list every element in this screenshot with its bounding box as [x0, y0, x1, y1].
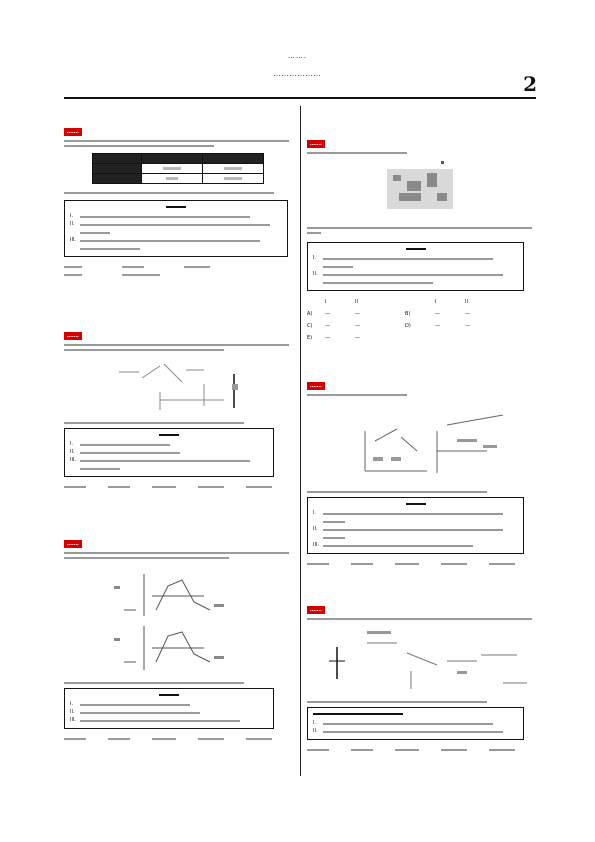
answer-option[interactable]	[122, 266, 144, 268]
answer-option[interactable]	[152, 738, 176, 740]
box-header	[70, 692, 268, 699]
page-number: 2	[523, 72, 537, 96]
box-header	[313, 711, 518, 718]
question-tag: …….	[64, 540, 82, 548]
table-cell	[142, 164, 203, 174]
answer-box	[64, 688, 274, 729]
box-header	[70, 204, 282, 211]
answer-box	[307, 707, 524, 740]
table-cell	[93, 174, 142, 184]
box-item	[313, 542, 518, 550]
roman-numeral: I.	[313, 255, 317, 261]
answer-option[interactable]	[441, 563, 467, 565]
answer-option[interactable]	[441, 749, 467, 751]
grid-col-head: II	[355, 299, 358, 305]
question-line	[64, 422, 244, 424]
answer-options	[307, 560, 535, 568]
text-line	[64, 557, 229, 559]
text-line	[307, 394, 407, 396]
question-tag: …….	[64, 128, 82, 136]
question-block	[307, 372, 535, 568]
question-line	[307, 491, 487, 493]
answer-option[interactable]	[307, 563, 329, 565]
text-line	[64, 552, 289, 554]
question-tag: …….	[307, 140, 325, 148]
box-item	[70, 465, 268, 473]
roman-numeral: I.	[70, 441, 74, 447]
box-item	[313, 728, 518, 736]
box-item	[313, 534, 518, 542]
answer-options	[64, 271, 292, 279]
question-block	[307, 596, 535, 754]
roman-numeral: III.	[313, 542, 320, 548]
table-cell	[142, 154, 203, 164]
figure-mark	[441, 161, 444, 164]
roman-numeral: II.	[313, 526, 318, 532]
grid-row[interactable]: E)	[307, 335, 313, 341]
answer-option[interactable]	[184, 266, 210, 268]
table-cell	[203, 154, 264, 164]
roman-numeral: II.	[70, 449, 75, 455]
answer-option[interactable]	[489, 749, 515, 751]
text-line	[307, 618, 532, 620]
answer-option[interactable]	[64, 274, 82, 276]
table-cell	[93, 154, 142, 164]
question-line	[307, 701, 487, 703]
answer-option[interactable]	[307, 749, 329, 751]
answer-option[interactable]	[246, 738, 272, 740]
box-item	[70, 441, 268, 449]
answer-option[interactable]	[122, 274, 160, 276]
answer-option[interactable]	[351, 749, 373, 751]
box-header	[70, 432, 268, 439]
box-item	[70, 213, 282, 221]
answer-box	[64, 200, 288, 257]
answer-option[interactable]	[198, 738, 224, 740]
figure-photo	[307, 159, 535, 217]
box-item	[70, 221, 282, 229]
roman-numeral: II.	[313, 271, 318, 277]
grid-row[interactable]: C)	[307, 323, 313, 329]
grid-row[interactable]: B)	[405, 311, 411, 317]
figure-diagram	[307, 401, 535, 485]
grid-col-head: I	[435, 299, 437, 305]
box-item	[70, 701, 268, 709]
question-block	[64, 118, 292, 279]
answer-options	[64, 263, 292, 271]
answer-option[interactable]	[198, 486, 224, 488]
box-header	[313, 501, 518, 508]
text-line	[64, 349, 224, 351]
answer-options	[307, 746, 535, 754]
question-block	[307, 130, 535, 341]
box-item	[70, 449, 268, 457]
box-header	[313, 246, 518, 253]
answer-option[interactable]	[351, 563, 373, 565]
answer-option[interactable]	[64, 486, 86, 488]
answer-option[interactable]	[64, 738, 86, 740]
figure-mark	[232, 384, 238, 390]
roman-numeral: III.	[70, 237, 77, 243]
figure-graph	[64, 566, 292, 676]
box-item	[313, 526, 518, 534]
grid-col-head: II	[465, 299, 468, 305]
answer-option[interactable]	[152, 486, 176, 488]
figure-graph	[307, 625, 535, 695]
box-item	[70, 709, 268, 717]
roman-numeral: I.	[313, 720, 317, 726]
roman-numeral: I.	[70, 213, 74, 219]
text-line	[307, 152, 407, 154]
figure-diagram	[64, 356, 292, 414]
question-line	[307, 227, 532, 229]
answer-box	[307, 497, 524, 554]
box-item	[70, 229, 282, 237]
question-tag: …….	[307, 382, 325, 390]
roman-numeral: I.	[70, 701, 74, 707]
roman-numeral: III.	[70, 457, 77, 463]
answer-option[interactable]	[395, 563, 419, 565]
box-item	[313, 263, 518, 271]
text-line	[64, 140, 289, 142]
box-item	[70, 237, 282, 245]
roman-numeral: I.	[313, 510, 317, 516]
answer-option[interactable]	[395, 749, 419, 751]
data-table	[92, 153, 264, 184]
question-tag: …….	[64, 332, 82, 340]
answer-grid: I II I II A) — — B) — — C) — — D) — — E) — —	[307, 299, 535, 341]
box-item	[70, 245, 282, 253]
answer-options	[64, 483, 292, 491]
grid-row[interactable]: D)	[405, 323, 411, 329]
column-divider	[300, 106, 301, 776]
table-cell	[203, 164, 264, 174]
roman-numeral: II.	[313, 728, 318, 734]
roman-numeral: III.	[70, 717, 77, 723]
answer-options	[64, 735, 292, 743]
answer-option[interactable]	[108, 486, 130, 488]
text-line	[64, 145, 214, 147]
header-line-2: ………………	[273, 70, 322, 78]
table-cell	[203, 174, 264, 184]
answer-box	[307, 242, 524, 291]
question-tag: …….	[307, 606, 325, 614]
answer-option[interactable]	[246, 486, 272, 488]
answer-option[interactable]	[489, 563, 515, 565]
header-rule	[64, 97, 536, 99]
box-item	[313, 518, 518, 526]
question-line	[64, 682, 244, 684]
box-item	[70, 457, 268, 465]
box-item	[313, 510, 518, 518]
box-item	[313, 279, 518, 287]
table-cell	[142, 174, 203, 184]
box-item	[313, 271, 518, 279]
text-line	[64, 344, 289, 346]
box-item	[70, 717, 268, 725]
answer-option[interactable]	[108, 738, 130, 740]
answer-option[interactable]	[64, 266, 82, 268]
grid-col-head: I	[325, 299, 327, 305]
grid-row[interactable]: A)	[307, 311, 313, 317]
question-block	[64, 530, 292, 743]
answer-box	[64, 428, 274, 477]
header-line-1: …….	[287, 52, 308, 60]
box-item	[313, 720, 518, 728]
question-line	[307, 232, 321, 234]
table-cell	[93, 164, 142, 174]
roman-numeral: II.	[70, 709, 75, 715]
box-item	[313, 255, 518, 263]
roman-numeral: II.	[70, 221, 75, 227]
question-line	[64, 192, 274, 194]
question-block	[64, 322, 292, 491]
